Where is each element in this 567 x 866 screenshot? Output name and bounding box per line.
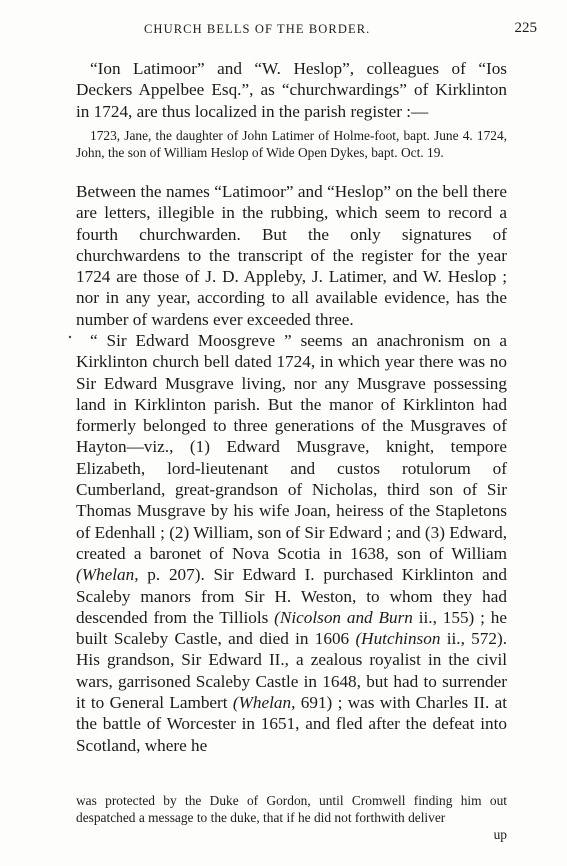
musgrave-text-5: 691) ; was with Charles II. at the battle of Worcester in 1651, and fled after the defeat into Scotland, where he (76, 693, 508, 755)
page-number: 225 (514, 20, 537, 36)
footnote: was protected by the Duke of Gordon, until Cromwell finding him out despatched a message to the duke, that if he did not forthwith deliver (76, 793, 507, 825)
musgrave-text-2: p. 207). Sir Edward I. purchased Kirklinton and Scaleby manors from Sir H. Weston, to whom they had descended from the Tilliols (76, 565, 507, 627)
paragraph-churchwardens: “Ion Latimoor” and “W. Heslop”, colleagues of “Ios Deckers Appelbee Esq.”, as “churchwardings” of Kirklinton in 1724, are thus localized in the parish register :— (76, 59, 507, 121)
running-title: CHURCH BELLS OF THE BORDER. (144, 22, 371, 36)
register-extract: 1723, Jane, the daughter of John Latimer of Holme-foot, bapt. June 4. 1724, John, the son of William Heslop of Wide Open Dykes, bapt. Oct. 19. (76, 128, 507, 160)
musgrave-text-3: ii., 155) ; he built Scaleby Castle, and died in 1606 (76, 607, 507, 649)
musgrave-text-4: ii., 572). His grandson, Sir Edward II., a zealous royalist in the civil wars, garrisoned Scaleby Castle in 1648, but had to surrender it to General Lambert (76, 629, 507, 713)
stray-ink-mark (68, 324, 72, 328)
citation-whelan-2: (Whelan, (232, 693, 296, 713)
catchword: up (493, 827, 507, 842)
musgrave-text-1: “ Sir Edward Moosgreve ” seems an anachronism on a Kirklinton church bell dated 1724, in which year there was no Sir Edward Musgrave living, nor any Musgrave possessing land in Kirklinton parish. But the manor of Kirklinton had formerly belonged to three generations of the Musgraves of Hayton—viz., (1) Edward Musgrave, knight, tempore Elizabeth, lord-lieutenant and custos rotulorum of Cumberland, great-grandson of Nicholas, third son of Sir Thomas Musgrave by his wife Joan, heiress of the Stapletons of Edenhall ; (2) William, son of Sir Edward ; and (3) Edward, created a baronet of Nova Scotia in 1638, son of William (76, 331, 507, 563)
paragraph-fourth-warden: Between the names “Latimoor” and “Heslop” on the bell there are letters, illegible in the rubbing, which seem to record a fourth churchwarden. But the only signatures of churchwardens to the transcript of the register for the year 1724 are those of J. D. Appleby, J. Latimer, and W. Heslop ; nor in any year, according to all available evidence, has the number of wardens ever exceeded three. (76, 182, 507, 329)
citation-nicolson-burn: (Nicolson and Burn (274, 607, 413, 627)
paragraph-musgrave-history (76, 330, 507, 756)
running-head (78, 22, 537, 42)
citation-hutchinson: (Hutchinson (355, 629, 441, 649)
citation-whelan-1: (Whelan, (76, 565, 139, 585)
